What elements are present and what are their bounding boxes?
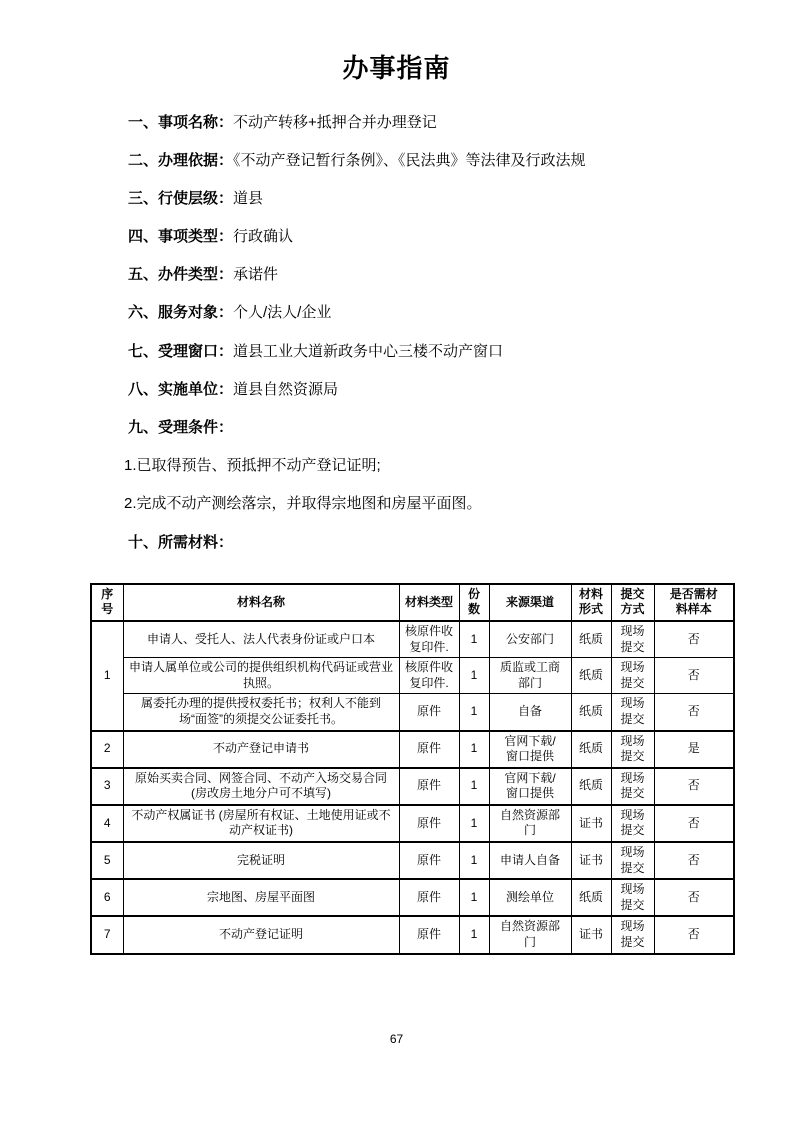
cell-source-channel: 自然资源部门	[489, 916, 571, 953]
cell-material-name: 完税证明	[123, 842, 399, 879]
cell-material-name: 不动产登记证明	[123, 916, 399, 953]
materials-table-body	[91, 621, 734, 954]
cell-copies: 1	[459, 805, 489, 842]
page-number: 67	[389, 1032, 404, 1046]
cell-source-channel: 官网下载/窗口提供	[489, 731, 571, 768]
item-value: 道县自然资源局	[233, 380, 339, 398]
cell-source-channel: 官网下载/窗口提供	[489, 768, 571, 805]
cell-material-name: 申请人、受托人、法人代表身份证或户口本	[123, 621, 399, 658]
cell-submit-method: 现场提交	[611, 768, 654, 805]
condition-text: 1.已取得预告、预抵押不动产登记证明;	[124, 457, 381, 475]
cell-sample-required: 否	[654, 916, 734, 953]
item-label: 二、办理依据：	[128, 151, 234, 169]
cell-material-form: 纸质	[571, 879, 611, 916]
cell-material-name: 宗地图、房屋平面图	[123, 879, 399, 916]
cell-sample-required: 否	[654, 842, 734, 879]
cell-copies: 1	[459, 731, 489, 768]
cell-source-channel: 测绘单位	[489, 879, 571, 916]
table-row	[91, 879, 734, 916]
item-label: 三、行使层级：	[128, 189, 234, 207]
header-source-channel: 来源渠道	[489, 584, 571, 621]
cell-submit-method: 现场提交	[611, 621, 654, 658]
item-value: 承诺件	[233, 266, 279, 284]
cell-submit-method: 现场提交	[611, 842, 654, 879]
item-value: 道县	[233, 189, 264, 207]
cell-material-type: 核原件收复印件.	[399, 658, 459, 694]
cell-source-channel: 自备	[489, 694, 571, 731]
header-submit-method: 提交方式	[611, 584, 654, 621]
cell-material-type: 原件	[399, 805, 459, 842]
cell-copies: 1	[459, 694, 489, 731]
cell-serial: 4	[91, 805, 123, 842]
cell-sample-required: 否	[654, 621, 734, 658]
cell-sample-required: 是	[654, 731, 734, 768]
cell-material-form: 纸质	[571, 694, 611, 731]
cell-material-type: 原件	[399, 694, 459, 731]
cell-serial: 1	[91, 621, 123, 731]
cell-source-channel: 申请人自备	[489, 842, 571, 879]
cell-copies: 1	[459, 768, 489, 805]
cell-material-type: 原件	[399, 731, 459, 768]
table-row	[91, 842, 734, 879]
cell-submit-method: 现场提交	[611, 658, 654, 694]
guide-item	[128, 267, 735, 283]
header-sample-required: 是否需材料样本	[654, 584, 734, 621]
cell-sample-required: 否	[654, 768, 734, 805]
cell-submit-method: 现场提交	[611, 694, 654, 731]
item-label: 八、实施单位：	[128, 380, 234, 398]
item-label: 七、受理窗口：	[128, 342, 234, 360]
page-title: 办事指南	[342, 53, 451, 83]
table-row	[91, 768, 734, 805]
cell-material-form: 证书	[571, 916, 611, 953]
materials-table	[90, 583, 735, 955]
cell-material-form: 纸质	[571, 768, 611, 805]
guide-item	[128, 305, 735, 321]
table-row	[91, 694, 734, 731]
guide-item	[128, 191, 735, 207]
cell-submit-method: 现场提交	[611, 805, 654, 842]
cell-material-name: 原始买卖合同、网签合同、不动产入场交易合同 (房改房土地分户可不填写)	[123, 768, 399, 805]
header-material-form: 材料形式	[571, 584, 611, 621]
cell-copies: 1	[459, 842, 489, 879]
cell-material-name: 不动产权属证书 (房屋所有权证、土地使用证或不动产权证书)	[123, 805, 399, 842]
item-value: 行政确认	[233, 228, 294, 246]
table-row	[91, 658, 734, 694]
cell-material-type: 核原件收复印件.	[399, 621, 459, 658]
cell-material-form: 证书	[571, 842, 611, 879]
cell-material-name: 不动产登记申请书	[123, 731, 399, 768]
table-row	[91, 731, 734, 768]
cell-material-form: 纸质	[571, 621, 611, 658]
cell-copies: 1	[459, 621, 489, 658]
cell-submit-method: 现场提交	[611, 916, 654, 953]
header-row	[91, 584, 734, 621]
item-label: 十、所需材料：	[128, 533, 234, 551]
cell-serial: 6	[91, 879, 123, 916]
cell-source-channel: 质监或工商部门	[489, 658, 571, 694]
item-label: 六、服务对象：	[128, 304, 234, 322]
item-value: 道县工业大道新政务中心三楼不动产窗口	[233, 342, 504, 360]
cell-material-type: 原件	[399, 768, 459, 805]
item-label: 五、办件类型：	[128, 266, 234, 284]
materials-table-header	[91, 584, 734, 621]
item-value: 个人/法人/企业	[233, 304, 332, 322]
guide-item-list	[124, 113, 735, 551]
table-row	[91, 805, 734, 842]
cell-material-form: 证书	[571, 805, 611, 842]
cell-copies: 1	[459, 658, 489, 694]
cell-submit-method: 现场提交	[611, 731, 654, 768]
cell-sample-required: 否	[654, 805, 734, 842]
header-serial: 序号	[91, 584, 123, 621]
cell-material-type: 原件	[399, 916, 459, 953]
guide-item	[128, 153, 735, 169]
cell-material-form: 纸质	[571, 658, 611, 694]
cell-submit-method: 现场提交	[611, 879, 654, 916]
header-material-name: 材料名称	[123, 584, 399, 621]
cell-material-type: 原件	[399, 842, 459, 879]
cell-sample-required: 否	[654, 879, 734, 916]
table-row	[91, 621, 734, 658]
cell-serial: 3	[91, 768, 123, 805]
guide-item	[128, 382, 735, 398]
header-material-type: 材料类型	[399, 584, 459, 621]
cell-sample-required: 否	[654, 694, 734, 731]
guide-item	[128, 420, 735, 436]
item-value: 不动产转移+抵押合并办理登记	[233, 113, 437, 131]
item-value: 《不动产登记暂行条例》、《民法典》等法律及行政法规	[233, 151, 586, 169]
cell-material-form: 纸质	[571, 731, 611, 768]
guide-item	[128, 229, 735, 245]
guide-item	[128, 115, 735, 131]
condition-text: 2.完成不动产测绘落宗，并取得宗地图和房屋平面图。	[124, 495, 482, 513]
cell-serial: 5	[91, 842, 123, 879]
cell-material-type: 原件	[399, 879, 459, 916]
cell-source-channel: 自然资源部门	[489, 805, 571, 842]
header-copies: 份数	[459, 584, 489, 621]
item-label: 九、受理条件：	[128, 419, 234, 436]
guide-item	[128, 344, 735, 360]
cell-source-channel: 公安部门	[489, 621, 571, 658]
table-row	[91, 916, 734, 953]
cell-serial: 2	[91, 731, 123, 768]
cell-material-name: 申请人属单位或公司的提供组织机构代码证或营业执照。	[123, 658, 399, 694]
cell-sample-required: 否	[654, 658, 734, 694]
cell-serial: 7	[91, 916, 123, 953]
item-label: 四、事项类型：	[128, 228, 234, 246]
cell-copies: 1	[459, 879, 489, 916]
cell-copies: 1	[459, 916, 489, 953]
item-label: 一、事项名称：	[128, 113, 234, 131]
cell-material-name: 属委托办理的提供授权委托书；权利人不能到场“面签”的须提交公证委托书。	[123, 694, 399, 731]
guide-item	[128, 535, 735, 551]
